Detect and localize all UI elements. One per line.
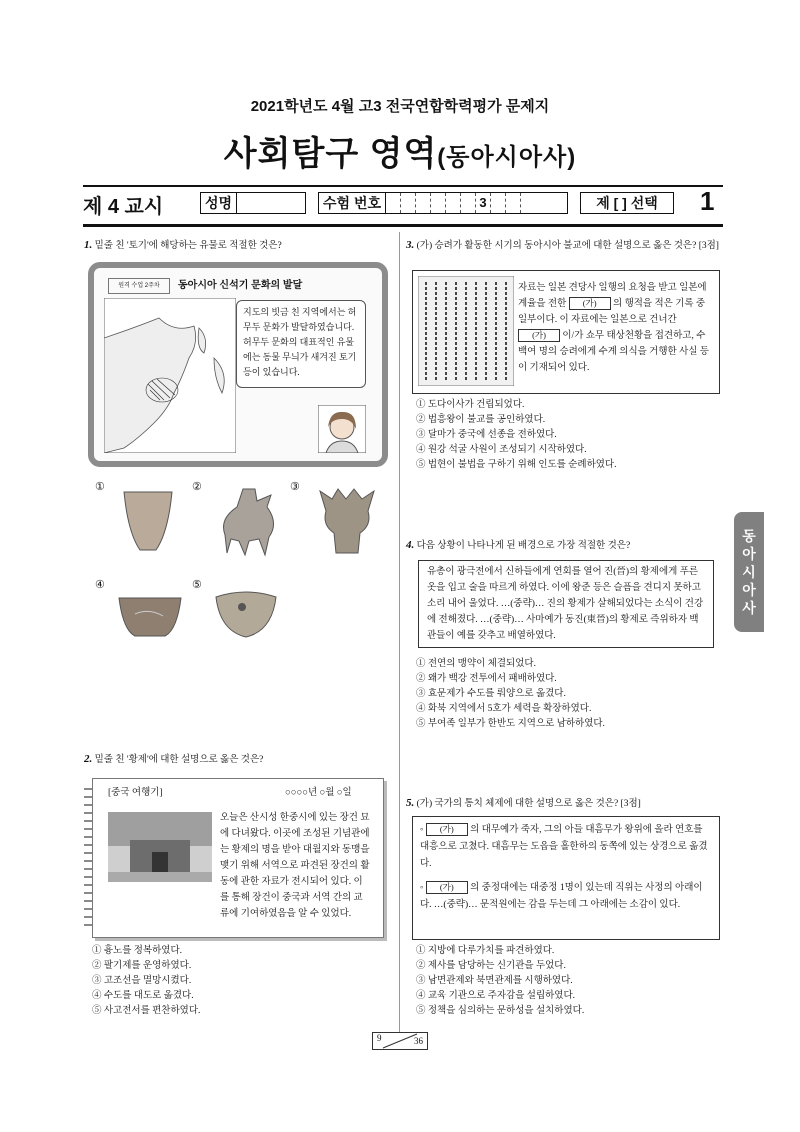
side-tab-char: 아 <box>742 546 756 562</box>
exam-digit <box>461 193 476 213</box>
page-footer <box>372 1032 428 1050</box>
q3-choice-5[interactable]: ⑤ 법현이 불법을 구하기 위해 인도를 순례하였다. <box>416 460 617 470</box>
q3-stem-text: (가) 승려가 활동한 시기의 동아시아 불교에 대한 설명으로 옳은 것은? [3점] <box>416 241 719 251</box>
pottery-cup-image[interactable] <box>120 488 176 554</box>
pottery-ornate-image[interactable] <box>312 485 382 557</box>
name-label: 성명 <box>201 193 237 213</box>
q2-journal-date: ○○○○년 ○월 ○일 <box>285 788 352 798</box>
q2-tomb-photo <box>108 812 212 882</box>
exam-digit: 3 <box>476 193 491 213</box>
q1-choice-3-label[interactable]: ③ <box>290 481 300 493</box>
q4-passage-box <box>418 560 714 648</box>
q2-stem <box>84 752 394 767</box>
q5-number: 5. <box>406 797 415 809</box>
q2-choice-3[interactable]: ③ 고조선을 멸망시켰다. <box>92 976 192 986</box>
header-rule-bottom <box>83 224 723 227</box>
q1-choice-4-label[interactable]: ④ <box>95 579 105 591</box>
q5-item-2-text: 의 중정대에는 대중정 1명이 있는데 직위는 사정의 아래이다. …(중략)… 문적원에는 감을 두는데 그 아래에는 소감이 있다. <box>420 883 703 910</box>
q5-item-2: ◦ (가) 의 중정대에는 대중정 1명이 있는데 직위는 사정의 아래이다. …(중략)… 문적원에는 감을 두는데 그 아래에는 소감이 있다. <box>420 882 703 910</box>
q3-stem <box>406 238 724 253</box>
q1-class-tag: 원격 수업 2주차 <box>108 278 170 294</box>
q2-choices <box>92 944 392 1019</box>
pottery-painted-bowl-image[interactable] <box>212 585 280 641</box>
q4-stem <box>406 538 724 553</box>
q4-choices <box>416 657 722 732</box>
side-tab-char: 시 <box>742 564 756 580</box>
q5-choice-5[interactable]: ⑤ 정책을 심의하는 문하성을 설치하였다. <box>416 1006 585 1016</box>
teacher-avatar <box>318 405 366 453</box>
q2-choice-5[interactable]: ⑤ 사고전서를 편찬하였다. <box>92 1006 201 1016</box>
q3-passage-text <box>518 280 714 376</box>
q3-text-c: 이/가 쇼무 태상천황을 접견하고, 수백여 명의 승려에게 수계 의식을 거행한 사실 등이 기재되어 있다. <box>518 331 709 373</box>
q2-choice-1[interactable]: ① 흉노를 정복하였다. <box>92 946 183 956</box>
q4-choice-4[interactable]: ④ 화북 지역에서 5호가 세력을 확장하였다. <box>416 704 592 714</box>
elective-choice-field[interactable] <box>580 192 674 214</box>
exam-digit <box>446 193 461 213</box>
q4-choice-1[interactable]: ① 전연의 맹약이 체결되었다. <box>416 659 536 669</box>
q5-choice-3[interactable]: ③ 남면관제와 북면관제를 시행하였다. <box>416 976 573 986</box>
q1-choice-2-label[interactable]: ② <box>192 481 202 493</box>
page-number: 1 <box>700 186 715 216</box>
q3-manuscript-image <box>418 276 514 386</box>
exam-title <box>0 126 800 175</box>
pottery-bowl-image[interactable] <box>115 590 185 640</box>
q3-text-b: 의 행적을 적은 기록 중 일부이다. 이 자료에는 일본으로 건너간 <box>518 299 706 325</box>
q4-choice-3[interactable]: ③ 효문제가 수도를 뤄양으로 옮겼다. <box>416 689 566 699</box>
exam-digit <box>431 193 446 213</box>
side-tab-char: 아 <box>742 582 756 598</box>
q2-journal-text: 오늘은 산시성 한중시에 있는 장건 묘에 다녀왔다. 이곳에 조성된 기념관에는 황제의 명을 받아 대월지와 동맹을 맺기 위해 서역으로 파견된 장건의 활동에 관한 자료가 전시되어 있다. 이를 통해 장건이 중국과 서역 간의 교류에 기여하였음을 알 수 있었다. <box>220 813 370 919</box>
q5-item-1-text: 의 대무예가 죽자, 그의 아들 대흠무가 왕위에 올라 연호를 대흥으로 고쳤다. 대흠무는 도읍을 홀한하의 동쪽에 있는 상경으로 옮겼다. <box>420 825 708 869</box>
q1-map <box>104 298 236 453</box>
exam-title-main: 사회탐구 영역 <box>223 135 438 173</box>
q5-stem <box>406 796 724 811</box>
q1-choice-1-label[interactable]: ① <box>95 481 105 493</box>
header-rule-top <box>83 185 723 187</box>
q1-choice-5-label[interactable]: ⑤ <box>192 579 202 591</box>
exam-number-digits <box>386 193 521 213</box>
q3-choice-4[interactable]: ④ 원강 석굴 사원이 조성되기 시작하였다. <box>416 445 587 455</box>
side-tab-char: 사 <box>742 600 756 616</box>
subject-side-tab <box>734 512 764 632</box>
q2-number: 2. <box>84 753 93 765</box>
q1-number: 1. <box>84 239 93 251</box>
notebook-spiral <box>84 782 92 932</box>
q3-choice-2[interactable]: ② 법흥왕이 불교를 공인하였다. <box>416 415 546 425</box>
q3-choices <box>416 398 722 473</box>
exam-digit <box>401 193 416 213</box>
q5-blank-ga: (가) <box>426 823 468 836</box>
q2-choice-4[interactable]: ④ 수도를 대도로 옮겼다. <box>92 991 194 1001</box>
name-field[interactable] <box>200 192 306 214</box>
q5-choices <box>416 944 722 1019</box>
q3-choice-1[interactable]: ① 도다이사가 건립되었다. <box>416 400 525 410</box>
q5-stem-text: (가) 국가의 통치 체제에 대한 설명으로 옳은 것은? [3점] <box>416 799 641 809</box>
q1-tag-title: 동아시아 신석기 문화의 발달 <box>178 280 303 291</box>
column-divider <box>399 232 400 1032</box>
q3-text-a: 자료는 일본 견당사 일행의 요청을 받고 일본에 계율을 전한 <box>518 283 707 309</box>
q1-speech-bubble: 지도의 빗금 친 지역에서는 허무두 문화가 발달하였습니다. 허무두 문화의 대표적인 유물에는 동물 무늬가 새겨진 토기 등이 있습니다. <box>236 300 366 388</box>
footer-total: 36 <box>414 1036 423 1046</box>
side-tab-char: 동 <box>742 528 756 544</box>
q2-choice-2[interactable]: ② 팔기제를 운영하였다. <box>92 961 192 971</box>
q4-passage-text: 유총이 광극전에서 신하들에게 연회를 열어 진(晉)의 황제에게 푸른 옷을 입고 술을 따르게 하였다. 이에 왕준 등은 슬픔을 견디지 못하고 소리 내어 울었다. …(중략)… 진의 황제가 살해되었다는 소식이 건강에 전해졌다. …(중략)… 사마예가 동진(東晉)의 황제로 즉위하자 백관들이 예를 갖추고 배열하였다. <box>427 567 704 641</box>
exam-number-field[interactable] <box>318 192 568 214</box>
q5-item-1: ◦ (가) 의 대무예가 죽자, 그의 아들 대흠무가 왕위에 올라 연호를 대흥으로 고쳤다. 대흠무는 도읍을 홀한하의 동쪽에 있는 상경으로 옮겼다. <box>420 824 708 869</box>
q3-blank-ga: (가) <box>569 297 611 310</box>
elective-choice-label: 제 [ ] 선택 <box>596 195 658 211</box>
q4-choice-2[interactable]: ② 왜가 백강 전투에서 패배하였다. <box>416 674 557 684</box>
q5-choice-4[interactable]: ④ 교육 기관으로 주자감을 설립하였다. <box>416 991 576 1001</box>
q1-stem-text: 밑줄 친 '토기'에 해당하는 유물로 적절한 것은? <box>94 241 282 251</box>
q3-choice-3[interactable]: ③ 달마가 중국에 선종을 전하였다. <box>416 430 557 440</box>
q5-choice-1[interactable]: ① 지방에 다루가치를 파견하였다. <box>416 946 555 956</box>
q2-journal-title: [중국 여행기] <box>108 788 163 798</box>
q4-choice-5[interactable]: ⑤ 부여족 일부가 한반도 지역으로 남하하였다. <box>416 719 605 729</box>
exam-number-label: 수험 번호 <box>319 193 386 213</box>
exam-digit <box>506 193 521 213</box>
exam-title-subject: (동아시아사) <box>437 144 577 171</box>
q3-number: 3. <box>406 239 415 251</box>
q4-stem-text: 다음 상황이 나타나게 된 배경으로 가장 적절한 것은? <box>416 541 631 551</box>
q4-number: 4. <box>406 539 415 551</box>
q3-blank-ga: (가) <box>518 329 560 342</box>
footer-page: 9 <box>377 1033 382 1043</box>
q5-choice-2[interactable]: ② 제사를 담당하는 신기관을 두었다. <box>416 961 566 971</box>
exam-digit <box>416 193 431 213</box>
pottery-tripod-image[interactable] <box>215 485 281 557</box>
period-label: 제 4 교시 <box>83 196 164 218</box>
q5-blank-ga: (가) <box>426 881 468 894</box>
exam-digit <box>491 193 506 213</box>
q1-stem <box>84 238 394 253</box>
exam-subtitle: 2021학년도 4월 고3 전국연합학력평가 문제지 <box>250 98 550 115</box>
exam-digit <box>386 193 401 213</box>
q2-stem-text: 밑줄 친 '황제'에 대한 설명으로 옳은 것은? <box>94 755 264 765</box>
